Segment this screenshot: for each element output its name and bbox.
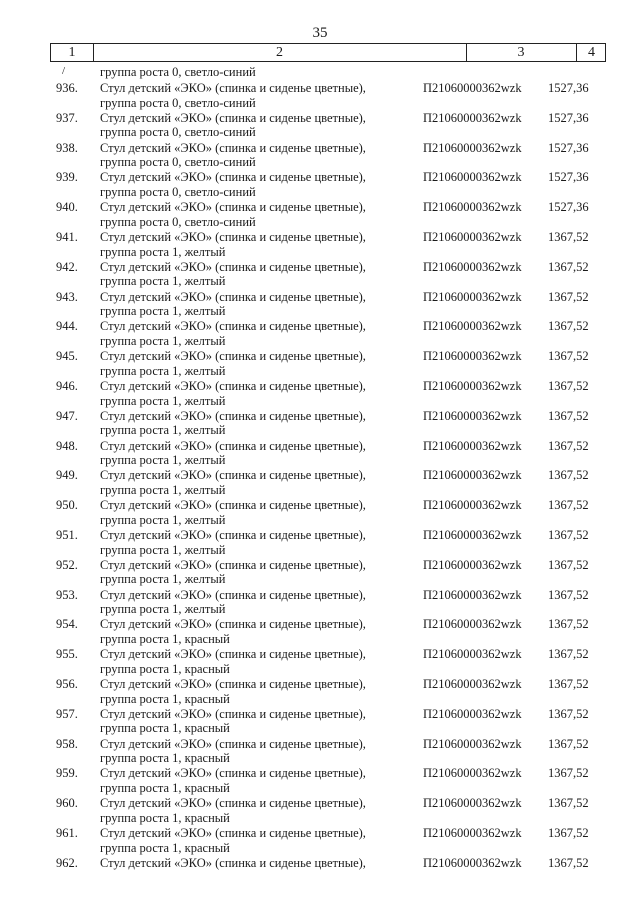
description-line-1: Стул детский «ЭКО» (спинка и сиденье цветные), xyxy=(100,319,366,334)
row-number: 953. xyxy=(56,587,78,602)
description-line-2: группа роста 1, желтый xyxy=(100,423,226,438)
header-col-3: 3 xyxy=(466,44,577,61)
description-line-1: Стул детский «ЭКО» (спинка и сиденье цветные), xyxy=(100,677,366,691)
description-line-2: группа роста 0, светло-синий xyxy=(100,125,256,140)
row-price: 1367,52 xyxy=(548,319,589,334)
row-price: 1367,52 xyxy=(548,826,589,840)
row-number: 962. xyxy=(56,855,78,870)
row-number: 952. xyxy=(56,557,78,572)
row-code: П21060000362wzk xyxy=(423,110,522,125)
row-description xyxy=(100,558,410,587)
row-description xyxy=(100,498,410,527)
description-line-1: Стул детский «ЭКО» (спинка и сиденье цветные), xyxy=(100,438,366,453)
row-description xyxy=(100,677,410,706)
table-row xyxy=(0,319,640,349)
description-line-1: Стул детский «ЭКО» (спинка и сиденье цветные), xyxy=(100,468,366,483)
table-row xyxy=(0,81,640,111)
table-row xyxy=(0,856,640,886)
row-number: 956. xyxy=(56,677,78,691)
row-description xyxy=(100,319,410,348)
table-row xyxy=(0,141,640,171)
description-line-1: Стул детский «ЭКО» (спинка и сиденье цветные), xyxy=(100,140,366,155)
description-line-2: группа роста 1, желтый xyxy=(100,602,226,617)
row-number: 948. xyxy=(56,438,78,453)
description-line-1: Стул детский «ЭКО» (спинка и сиденье цветные), xyxy=(100,170,366,185)
table-row xyxy=(0,349,640,379)
row-description xyxy=(100,170,410,199)
row-code: П21060000362wzk xyxy=(423,200,522,215)
description-line-2: группа роста 0, светло-синий xyxy=(100,214,256,229)
row-code: П21060000362wzk xyxy=(423,140,522,155)
row-code: П21060000362wzk xyxy=(423,438,522,453)
row-code: П21060000362wzk xyxy=(423,528,522,542)
row-code: П21060000362wzk xyxy=(423,81,522,95)
row-number: 959. xyxy=(56,766,78,781)
description-line-1: Стул детский «ЭКО» (спинка и сиденье цветные), xyxy=(100,349,366,364)
row-code: П21060000362wzk xyxy=(423,617,522,632)
description-line-2: группа роста 1, желтый xyxy=(100,453,226,468)
row-code: П21060000362wzk xyxy=(423,319,522,334)
row-code: П21060000362wzk xyxy=(423,379,522,393)
description-line-2: группа роста 1, желтый xyxy=(100,274,226,289)
row-price: 1367,52 xyxy=(548,855,589,870)
row-number: 944. xyxy=(56,319,78,334)
row-price: 1527,36 xyxy=(548,170,589,185)
description-line-2: группа роста 0, светло-синий xyxy=(100,155,256,170)
row-number: 942. xyxy=(56,259,78,274)
table-row xyxy=(0,230,640,260)
row-number: 946. xyxy=(56,379,78,393)
row-code: П21060000362wzk xyxy=(423,170,522,185)
row-price: 1367,52 xyxy=(548,528,589,542)
description-line-2: группа роста 1, желтый xyxy=(100,512,226,527)
row-code: П21060000362wzk xyxy=(423,706,522,721)
row-number: 960. xyxy=(56,796,78,811)
row-code: П21060000362wzk xyxy=(423,587,522,602)
row-number: 957. xyxy=(56,706,78,721)
row-code: П21060000362wzk xyxy=(423,259,522,274)
row-description xyxy=(100,409,410,438)
row-description xyxy=(100,141,410,170)
table-row xyxy=(0,379,640,409)
row-code: П21060000362wzk xyxy=(423,498,522,513)
description-line-1: Стул детский «ЭКО» (спинка и сиденье цветные), xyxy=(100,110,366,125)
description-line-2: группа роста 1, красный xyxy=(100,810,230,825)
description-line-2: группа роста 1, красный xyxy=(100,691,230,706)
description-line-1: Стул детский «ЭКО» (спинка и сиденье цветные), xyxy=(100,230,366,244)
table-row xyxy=(0,200,640,230)
table-row xyxy=(0,677,640,707)
table-row xyxy=(0,528,640,558)
description-line-1: Стул детский «ЭКО» (спинка и сиденье цветные), xyxy=(100,855,366,870)
table-row xyxy=(0,170,640,200)
row-price: 1367,52 xyxy=(548,289,589,304)
description-line-2: группа роста 1, красный xyxy=(100,840,230,855)
row-code: П21060000362wzk xyxy=(423,468,522,483)
description-line-2: группа роста 1, красный xyxy=(100,780,230,795)
description-line-2: группа роста 1, желтый xyxy=(100,572,226,587)
table-row xyxy=(0,290,640,320)
row-description xyxy=(100,826,410,855)
table-header xyxy=(50,43,606,62)
row-price: 1367,52 xyxy=(548,647,589,662)
table-row xyxy=(0,647,640,677)
row-number: 958. xyxy=(56,736,78,751)
row-price: 1367,52 xyxy=(548,498,589,513)
description-line-1: Стул детский «ЭКО» (спинка и сиденье цветные), xyxy=(100,617,366,632)
description-line-1: Стул детский «ЭКО» (спинка и сиденье цветные), xyxy=(100,289,366,304)
row-price: 1367,52 xyxy=(548,557,589,572)
description-line-2: группа роста 1, желтый xyxy=(100,244,226,259)
header-col-4: 4 xyxy=(588,45,595,60)
description-line-2: группа роста 0, светло-синий xyxy=(100,95,256,110)
table-row xyxy=(0,766,640,796)
row-number: 954. xyxy=(56,617,78,632)
table-row xyxy=(0,588,640,618)
row-code: П21060000362wzk xyxy=(423,796,522,811)
description-line-2: группа роста 1, желтый xyxy=(100,542,226,557)
row-price: 1367,52 xyxy=(548,259,589,274)
row-number: 939. xyxy=(56,170,78,185)
table-row xyxy=(0,796,640,826)
row-description xyxy=(100,766,410,795)
row-number: 955. xyxy=(56,647,78,662)
row-price: 1367,52 xyxy=(548,736,589,751)
description-line-1: Стул детский «ЭКО» (спинка и сиденье цветные), xyxy=(100,528,366,542)
row-description xyxy=(100,379,410,408)
row-price: 1367,52 xyxy=(548,468,589,483)
description-line-1: Стул детский «ЭКО» (спинка и сиденье цветные), xyxy=(100,736,366,751)
row-number: 940. xyxy=(56,200,78,215)
description-line-1: Стул детский «ЭКО» (спинка и сиденье цветные), xyxy=(100,706,366,721)
description-line-1: Стул детский «ЭКО» (спинка и сиденье цветные), xyxy=(100,259,366,274)
description-line-2: группа роста 1, желтый xyxy=(100,482,226,497)
row-code: П21060000362wzk xyxy=(423,677,522,691)
table-row xyxy=(0,558,640,588)
row-number: 936. xyxy=(56,81,78,95)
row-number: 945. xyxy=(56,349,78,364)
description-line-2: группа роста 1, красный xyxy=(100,721,230,736)
row-price: 1527,36 xyxy=(548,200,589,215)
row-price: 1367,52 xyxy=(548,408,589,423)
row-number: 949. xyxy=(56,468,78,483)
description-line-1: Стул детский «ЭКО» (спинка и сиденье цветные), xyxy=(100,647,366,662)
table-row xyxy=(0,111,640,141)
row-number: 937. xyxy=(56,110,78,125)
description-line-2: группа роста 0, светло-синий xyxy=(100,184,256,199)
row-description xyxy=(100,439,410,468)
table-row xyxy=(0,409,640,439)
description-line-1: Стул детский «ЭКО» (спинка и сиденье цветные), xyxy=(100,587,366,602)
row-description xyxy=(100,349,410,378)
table-row xyxy=(0,439,640,469)
row-description xyxy=(100,617,410,646)
margin-mark: / xyxy=(62,65,66,77)
row-price: 1527,36 xyxy=(548,81,589,95)
description-line-1: Стул детский «ЭКО» (спинка и сиденье цветные), xyxy=(100,796,366,811)
row-description xyxy=(100,111,410,140)
row-code: П21060000362wzk xyxy=(423,826,522,840)
row-price: 1367,52 xyxy=(548,796,589,811)
row-code: П21060000362wzk xyxy=(423,766,522,781)
row-price: 1367,52 xyxy=(548,766,589,781)
row-price: 1527,36 xyxy=(548,110,589,125)
description-line-2: группа роста 1, красный xyxy=(100,631,230,646)
header-col-2: 2 xyxy=(93,44,467,61)
row-description xyxy=(100,290,410,319)
table-row xyxy=(0,617,640,647)
row-price: 1367,52 xyxy=(548,677,589,691)
row-description xyxy=(100,200,410,229)
description-line-1: Стул детский «ЭКО» (спинка и сиденье цветные), xyxy=(100,81,366,95)
row-price: 1367,52 xyxy=(548,587,589,602)
row-number: 941. xyxy=(56,230,78,244)
row-description xyxy=(100,588,410,617)
row-price: 1367,52 xyxy=(548,349,589,364)
row-code: П21060000362wzk xyxy=(423,557,522,572)
row-description xyxy=(100,707,410,736)
row-code: П21060000362wzk xyxy=(423,647,522,662)
description-line-2: группа роста 1, желтый xyxy=(100,333,226,348)
row-code: П21060000362wzk xyxy=(423,408,522,423)
description-line-1: Стул детский «ЭКО» (спинка и сиденье цветные), xyxy=(100,557,366,572)
row-description xyxy=(100,528,410,557)
row-code: П21060000362wzk xyxy=(423,736,522,751)
description-line-1: Стул детский «ЭКО» (спинка и сиденье цветные), xyxy=(100,200,366,215)
table-row xyxy=(0,707,640,737)
row-description xyxy=(100,260,410,289)
page-number: 35 xyxy=(312,25,328,41)
continuation-line: группа роста 0, светло-синий xyxy=(100,65,256,79)
row-price: 1367,52 xyxy=(548,379,589,393)
row-description xyxy=(100,468,410,497)
row-code: П21060000362wzk xyxy=(423,230,522,244)
table-row xyxy=(0,737,640,767)
description-line-1: Стул детский «ЭКО» (спинка и сиденье цветные), xyxy=(100,826,366,840)
row-code: П21060000362wzk xyxy=(423,289,522,304)
row-code: П21060000362wzk xyxy=(423,855,522,870)
row-number: 951. xyxy=(56,528,78,542)
description-line-1: Стул детский «ЭКО» (спинка и сиденье цветные), xyxy=(100,498,366,513)
row-price: 1367,52 xyxy=(548,617,589,632)
row-description xyxy=(100,737,410,766)
row-description xyxy=(100,647,410,676)
table-row xyxy=(0,468,640,498)
table-row xyxy=(0,498,640,528)
row-number: 947. xyxy=(56,408,78,423)
description-line-2: группа роста 1, желтый xyxy=(100,393,226,408)
description-line-2: группа роста 1, желтый xyxy=(100,363,226,378)
row-description xyxy=(100,230,410,259)
row-price: 1367,52 xyxy=(548,438,589,453)
row-price: 1367,52 xyxy=(548,230,589,244)
row-number: 950. xyxy=(56,498,78,513)
row-code: П21060000362wzk xyxy=(423,349,522,364)
row-price: 1527,36 xyxy=(548,140,589,155)
header-col-1: 1 xyxy=(51,44,94,61)
description-line-2: группа роста 1, красный xyxy=(100,751,230,766)
table-row xyxy=(0,826,640,856)
description-line-2: группа роста 1, красный xyxy=(100,661,230,676)
row-description xyxy=(100,796,410,825)
row-number: 943. xyxy=(56,289,78,304)
row-description xyxy=(100,856,410,871)
row-number: 938. xyxy=(56,140,78,155)
row-description xyxy=(100,81,410,110)
description-line-1: Стул детский «ЭКО» (спинка и сиденье цветные), xyxy=(100,766,366,781)
description-line-2: группа роста 1, желтый xyxy=(100,304,226,319)
row-number: 961. xyxy=(56,826,78,840)
description-line-1: Стул детский «ЭКО» (спинка и сиденье цветные), xyxy=(100,379,366,393)
description-line-1: Стул детский «ЭКО» (спинка и сиденье цветные), xyxy=(100,408,366,423)
table-row xyxy=(0,260,640,290)
row-price: 1367,52 xyxy=(548,706,589,721)
